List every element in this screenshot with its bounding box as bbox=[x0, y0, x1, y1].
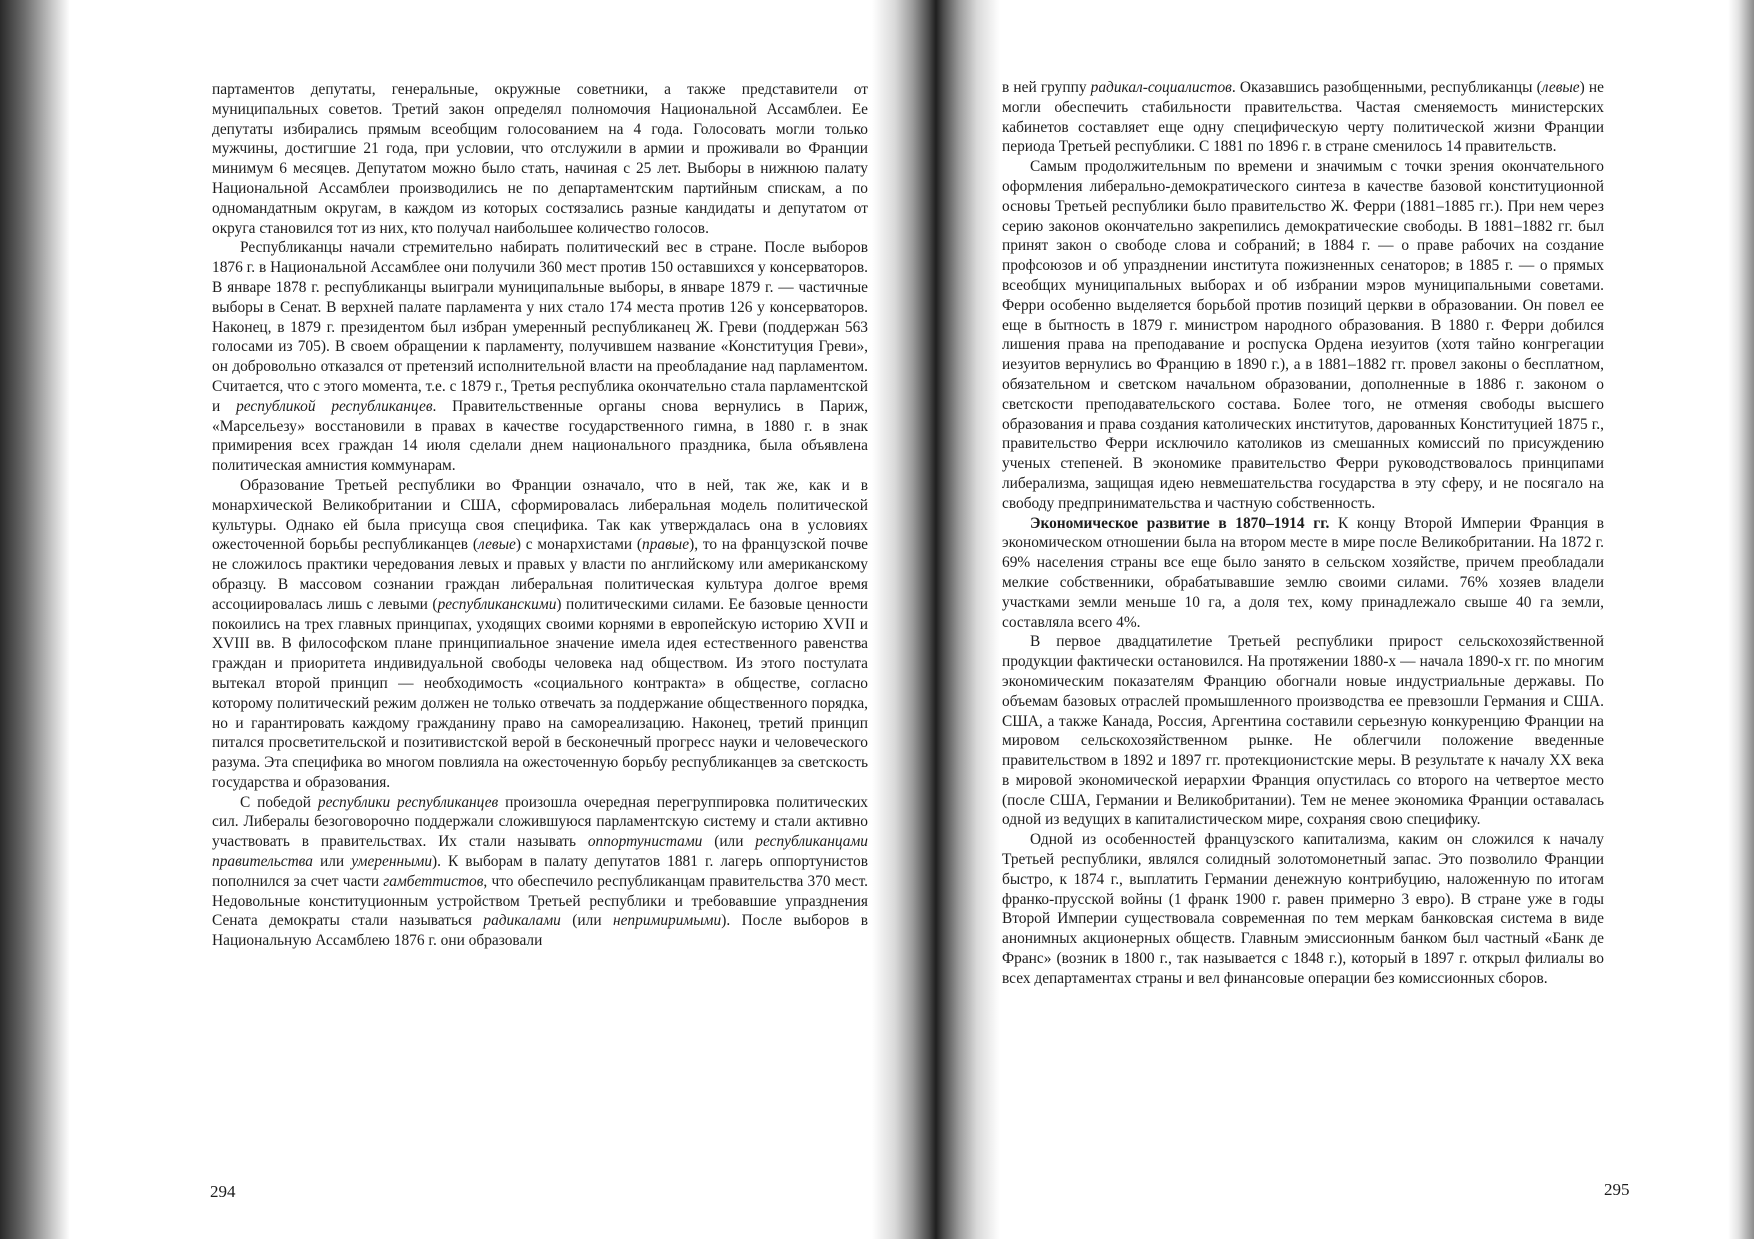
emphasis-text: республикой республиканцев bbox=[236, 397, 433, 415]
page-number-right: 295 bbox=[1604, 1180, 1630, 1199]
left-paragraph-1 bbox=[212, 80, 868, 238]
text-run: С победой bbox=[240, 793, 318, 811]
emphasis-text: непримиримыми bbox=[612, 912, 722, 930]
section-heading: Экономическое развитие в 1870–1914 гг. bbox=[1030, 514, 1330, 532]
text-run: Образование Третьей республики во Франции означало, что в ней, так же, как и в монархической Великобритании и США, сформировалась либеральная модель политической культуры. Однако ей была присуща своя специфика. Так как утверждалась она в условиях ожесточенной борьбы республиканцев ( bbox=[212, 476, 868, 554]
text-run: , что обеспечило республиканцам правительства 370 мест. Недовольные конституционным устройством Третьей республики и требовавшие упразднения Сената демократы стали называться bbox=[212, 872, 869, 930]
emphasis-text: оппортунистами bbox=[587, 833, 703, 851]
emphasis-text: умеренными bbox=[351, 853, 433, 871]
text-run: В первое двадцатилетие Третьей республики прирост сельскохозяйственной продукции фактически остановился. На протяжении 1880-х — начала 1890-х гг. по многим экономическим показателям Францию обогнали новые индустриальные державы. По объемам базовых отраслей промышленного производства ее превзошли Германия и США. США, а также Канада, Россия, Аргентина составили серьезную конкуренцию Франции на мировом сельскохозяйственном рынке. Не облегчили положение введенные правительством в 1892 и 1897 гг. протекционистские меры. В результате к началу XX века в мировой экономической иерархии Франция опустилась со второго на четвертое место (после США, Германии и Великобритании). Тем не менее экономика Франции оставалась одной из ведущих в капиталистическом мире, сохраняя свою специфику. bbox=[1002, 633, 1604, 829]
emphasis-text: левые bbox=[1541, 79, 1580, 96]
page-number-left: 294 bbox=[210, 1182, 236, 1201]
right-paragraph-2 bbox=[1002, 157, 1604, 513]
text-run: или bbox=[312, 853, 352, 871]
text-run: ) с монархистами ( bbox=[515, 536, 643, 554]
right-paragraph-4 bbox=[1002, 632, 1604, 830]
text-run: ), то на французской почве не сложилось практики чередования левых и правых у власти по английскому или американскому образцу. В массовом сознании граждан либеральная политическая культура долгое время ассоциировалась лишь с левыми ( bbox=[212, 536, 868, 613]
text-run: . Правительственные органы снова вернулись в Париж, «Марсельезу» восстановили в правах в качестве государственного гимна, в 1880 г. в знак примирения всех граждан 14 июля сделали днем национального праздника, была объявлена политическая амнистия коммунарам. bbox=[212, 397, 868, 475]
text-run: ) политическими силами. Ее базовые ценности покоились на трех главных принципах, уходящих своими корнями в европейскую историю XVII и XVIII вв. В философском плане принципиальное значение имела идея естественного равенства граждан и приоритета индивидуальной свободы человека над обществом. Из этого постулата вытекал второй принцип — необходимость «социального контракта» в обществе, согласно которому политический режим должен не только отвечать за поддержание общественного порядка, но и гарантировать каждому гражданину право на самореализацию. Наконец, третий принцип питался просветительской и позитивистской верой в бесконечный прогресс науки и человеческого разума. Эта специфика во многом повлияла на ожесточенную борьбу республиканцев за светскость государства и образования. bbox=[212, 595, 868, 791]
text-run: в ней группу bbox=[1002, 79, 1091, 96]
text-run: Самым продолжительным по времени и значимым с точки зрения окончательного оформления либерально-демократического синтеза в качестве базовой конституционной основы Третьей республики было правительство Ж. Ферри (1881–1885 гг.). При нем через серию законов окончательно закрепились демократические свободы. В 1881–1882 гг. был принят закон о свободе слова и собраний; в 1884 г. — о праве рабочих на создание профсоюзов и об упразднении института пожизненных сенаторов; в 1885 г. — о прямых всеобщих муниципальных выборах и об избрании мэров муниципальными советами. Ферри особенно выделяется борьбой против позиций церкви в образовании. Он повел ее еще в бытность в 1879 г. министром народного образования. В 1880 г. Ферри добился лишения права на преподавание и роспуска Ордена иезуитов (хотя тайно конгрегации иезуитов вернулись во Францию в 1890 г.), а в 1881–1882 гг. провел законы о бесплатном, обязательном и светском начальном образовании, дополненные в 1886 г. законом о светскости преподавательского состава. Более того, не отменяя свободы высшего образования и права создания католических институтов, дарованных Конституцией 1875 г., правительство Ферри исключило католиков из смешанных комиссий по присуждению ученых степеней. В экономике правительство Ферри руководствовалось принципами либерализма, защищая идею невмешательства государства в эту сферу, и не посягало на свободу предпринимательства и частную собственность. bbox=[1002, 158, 1604, 512]
right-paragraph-5 bbox=[1002, 830, 1604, 988]
text-run: ) не могли обеспечить стабильности правительства. Частая сменяемость министерских кабинетов составляет еще одну специфическую черту политической жизни Франции периода Третьей республики. С 1881 по 1896 г. в стране сменилось 14 правительств. bbox=[1002, 79, 1604, 156]
emphasis-text: республиканцами правительства bbox=[212, 833, 868, 871]
emphasis-text: правые bbox=[642, 536, 690, 554]
text-run: партаментов депутаты, генеральные, окружные советники, а также представители от муниципальных советов. Третий закон определял полномочия Национальной Ассамблеи. Ее депутаты избирались прямым всеобщим голосованием на 4 года. Голосовать могли только мужчины, достигшие 21 года, при условии, что отслужили в армии и проживали во Франции минимум 6 месяцев. Депутатом можно было стать, начиная с 25 лет. Выборы в нижнюю палату Национальной Ассамблеи производились не по департаментским партийным спискам, а по одномандатным округам, в каждом из которых состязались разные кандидаты и депутатом от округа становился тот из них, кто получал наибольшее количество голосов. bbox=[212, 81, 868, 237]
right-page bbox=[936, 0, 1754, 1239]
text-run: . Оказавшись разобщенными, республиканцы ( bbox=[1231, 79, 1542, 96]
text-run: ). К выборам в палату депутатов 1881 г. лагерь оппортунистов пополнился за счет части bbox=[212, 853, 868, 890]
text-run: К концу Второй Империи Франция в экономическом отношении была на втором месте в мире после Великобритании. На 1872 г. 69% населения страны все еще было занято в сельском хозяйстве, причем преобладали мелкие собственники, обрабатывавшие землю своими силами. 76% хозяев владели участками земли меньше 10 га, а доля тех, кому принадлежало свыше 40 га земли, составляла всего 4%. bbox=[1002, 514, 1604, 631]
left-paragraph-2 bbox=[212, 238, 868, 476]
emphasis-text: республиканскими bbox=[437, 595, 557, 613]
emphasis-text: радикал-социалистов bbox=[1090, 79, 1232, 96]
emphasis-text: левые bbox=[478, 536, 516, 554]
emphasis-text: республики республиканцев bbox=[317, 793, 499, 811]
emphasis-text: гамбеттистов bbox=[383, 872, 484, 890]
text-run: Одной из особенностей французского капитализма, каким он сложился к началу Третьей республики, являлся солидный золотомонетный запас. Это позволило Франции быстро, к 1874 г., выплатить Германии денежную контрибуцию, наложенную по итогам франко-прусской войны (1 франк 1900 г. равен примерно 3 евро). В стране уже в годы Второй Империи существовала современная по тем меркам банковская система в виде анонимных акционерных обществ. Главным эмиссионным банком был частный «Банк де Франс» (возник в 1800 г., так называется с 1848 г.), который в 1897 г. открыл филиалы во всех департаментах страны и вел финансовые операции без комиссионных сборов. bbox=[1002, 831, 1604, 987]
right-page-body bbox=[1002, 78, 1604, 989]
left-page-body bbox=[212, 80, 868, 951]
text-run: Республиканцы начали стремительно набирать политический вес в стране. После выборов 1876 г. в Национальной Ассамблее они получили 360 мест против 150 оставшихся у консерваторов. В январе 1878 г. республиканцы выиграли муниципальные выборы, в январе 1879 г. — частичные выборы в Сенат. В верхней палате парламента у них стало 174 места против 126 у консерваторов. Наконец, в 1879 г. президентом был избран умеренный республиканец Ж. Греви (поддержан 563 голосами из 705). В своем обращении к парламенту, получившем название «Конституция Греви», он добровольно отказался от претензий исполнительной власти на преобладание над парламентом. Считается, что с этого момента, т.е. с 1879 г., Третья республика окончательно стала парламентской и bbox=[212, 239, 868, 415]
text-run: ). После выборов в Национальную Ассамблею 1876 г. они образовали bbox=[212, 912, 868, 950]
emphasis-text: радикалами bbox=[483, 912, 561, 930]
text-run: произошла очередная перегруппировка политических сил. Либералы безоговорочно поддержали сложившуюся парламентскую систему и стали активно участвовать в правительствах. Их стали называть bbox=[212, 793, 868, 851]
right-paragraph-3 bbox=[1002, 514, 1604, 633]
text-run: (или bbox=[560, 912, 613, 930]
left-paragraph-3 bbox=[212, 476, 868, 793]
text-run: (или bbox=[702, 833, 756, 851]
left-paragraph-4 bbox=[212, 793, 868, 951]
right-paragraph-1 bbox=[1002, 78, 1604, 157]
